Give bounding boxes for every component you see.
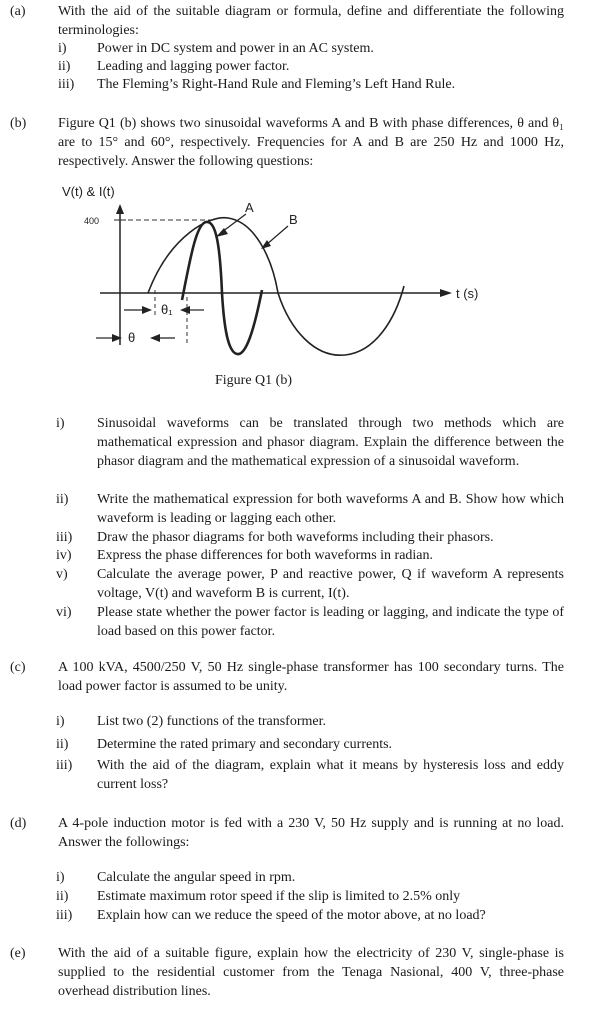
theta-arrowhead-right (150, 334, 160, 342)
item-text: Write the mathematical expression for both waveforms A and B. Show how which waveform is leading or lagging each other. (97, 492, 564, 526)
item-text: Calculate the average power, P and reactive power, Q if waveform A represents voltage, V(t) and waveform B is current, I(t). (97, 567, 564, 601)
item-text: Leading and lagging power factor. (97, 59, 290, 74)
waveform-figure (0, 0, 604, 380)
item-text: Power in DC system and power in an AC system. (97, 41, 374, 56)
waveform-a (182, 222, 262, 354)
item-number: iii) (56, 908, 73, 923)
question-c-text: A 100 kVA, 4500/250 V, 50 Hz single-phase transformer has 100 secondary turns. The load power factor is assumed to be unity. (58, 660, 564, 694)
waveform-b (148, 218, 404, 356)
question-b-text: Figure Q1 (b) shows two sinusoidal waveforms A and B with phase differences, θ and θ₁ are to 15° and 60°, respectively. Frequencies for A and B are 250 Hz and 1000 Hz, respectively. Answer the following questions: (58, 116, 564, 169)
item-text: The Fleming’s Right-Hand Rule and Fleming’s Left Hand Rule. (97, 77, 456, 92)
y-axis-arrow (116, 204, 124, 214)
x-axis-label: t (s) (456, 286, 479, 301)
item-number: ii) (56, 889, 69, 904)
item-text: With the aid of the diagram, explain what it means by hysteresis loss and eddy current loss? (97, 758, 564, 792)
item-number: iii) (58, 77, 75, 92)
label-b-arrow (266, 226, 288, 245)
theta1-label: θ₁ (161, 302, 173, 317)
item-number: ii) (56, 737, 69, 752)
item-text: Determine the rated primary and secondary currents. (97, 737, 393, 752)
item-number: i) (58, 41, 67, 56)
item-number: i) (56, 870, 65, 885)
item-number: iii) (56, 530, 73, 545)
item-number: v) (56, 567, 68, 582)
item-number: ii) (58, 59, 71, 74)
question-a-letter: (a) (10, 4, 26, 19)
question-b-letter: (b) (10, 116, 27, 131)
y-tick-label: 400 (84, 216, 100, 226)
item-number: i) (56, 416, 65, 431)
item-number: vi) (56, 605, 72, 620)
theta1-arrowhead-left (142, 306, 152, 314)
theta-label: θ (128, 330, 136, 345)
item-text: List two (2) functions of the transformer. (97, 714, 327, 729)
item-number: ii) (56, 492, 69, 507)
question-d-letter: (d) (10, 816, 27, 831)
item-text: Sinusoidal waveforms can be translated through two methods which are mathematical expression and phasor diagram. Explain the difference between the phasor diagram and the mathematical expression of a sinusoidal waveform. (97, 416, 564, 469)
item-text: Estimate maximum rotor speed if the slip is limited to 2.5% only (97, 889, 461, 904)
y-axis-label: V(t) & I(t) (62, 184, 115, 199)
x-axis-arrow (440, 289, 452, 297)
item-text: Express the phase differences for both waveforms in radian. (97, 548, 434, 563)
question-e-text: With the aid of a suitable figure, explain how the electricity of 230 V, single-phase is supplied to the residential customer from the Tenaga Nasional, 400 V, three-phase overhead distribution lines. (58, 946, 564, 999)
question-c-letter: (c) (10, 660, 26, 675)
item-number: i) (56, 714, 65, 729)
waveform-a-label: A (245, 200, 254, 215)
item-number: iv) (56, 548, 72, 563)
item-text: Please state whether the power factor is leading or lagging, and indicate the type of load based on this power factor. (97, 605, 564, 639)
item-text: Calculate the angular speed in rpm. (97, 870, 296, 885)
item-text: Explain how can we reduce the speed of the motor above, at no load? (97, 908, 486, 923)
question-e-letter: (e) (10, 946, 26, 961)
question-a-text: With the aid of the suitable diagram or formula, define and differentiate the following terminologies: (58, 4, 564, 38)
waveform-b-label: B (289, 212, 298, 227)
theta1-arrowhead-right (180, 306, 190, 314)
figure-caption: Figure Q1 (b) (215, 373, 292, 388)
item-number: iii) (56, 758, 73, 773)
item-text: Draw the phasor diagrams for both waveforms including their phasors. (97, 530, 494, 545)
question-d-text: A 4-pole induction motor is fed with a 230 V, 50 Hz supply and is running at no load. Answer the followings: (58, 816, 564, 850)
